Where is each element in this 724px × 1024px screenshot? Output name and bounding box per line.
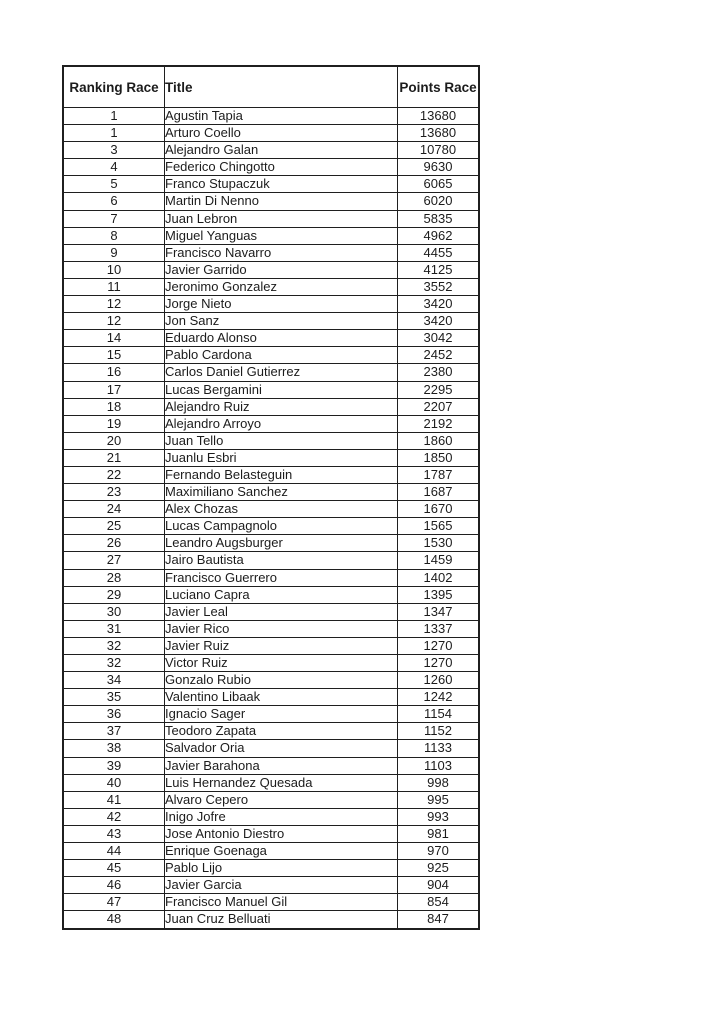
rank-cell: 14 [63,330,165,347]
title-cell: Pablo Lijo [165,860,398,877]
table-row [63,108,479,125]
title-cell: Juanlu Esbri [165,449,398,466]
points-cell: 981 [398,825,480,842]
table-row [63,193,479,210]
title-cell: Valentino Libaak [165,689,398,706]
title-cell: Gonzalo Rubio [165,672,398,689]
points-cell: 1787 [398,466,480,483]
points-cell: 1152 [398,723,480,740]
table-row [63,877,479,894]
points-cell: 2380 [398,364,480,381]
table-row [63,620,479,637]
table-row [63,689,479,706]
rank-cell: 46 [63,877,165,894]
table-row [63,125,479,142]
title-cell: Lucas Campagnolo [165,518,398,535]
table-row [63,843,479,860]
points-cell: 998 [398,774,480,791]
table-row [63,261,479,278]
table-row [63,535,479,552]
rank-cell: 28 [63,569,165,586]
title-cell: Federico Chingotto [165,159,398,176]
table-row [63,278,479,295]
rank-cell: 23 [63,484,165,501]
ranking-table [62,65,480,930]
points-cell: 970 [398,843,480,860]
points-cell: 3420 [398,313,480,330]
rank-cell: 27 [63,552,165,569]
points-cell: 854 [398,894,480,911]
title-cell: Arturo Coello [165,125,398,142]
rank-cell: 32 [63,655,165,672]
table-row [63,740,479,757]
rank-cell: 11 [63,278,165,295]
points-cell: 1103 [398,757,480,774]
title-cell: Carlos Daniel Gutierrez [165,364,398,381]
points-cell: 5835 [398,210,480,227]
rank-cell: 12 [63,296,165,313]
rank-cell: 39 [63,757,165,774]
rank-cell: 48 [63,911,165,929]
rank-cell: 34 [63,672,165,689]
points-cell: 1395 [398,586,480,603]
header-title: Title [165,66,398,108]
rank-cell: 38 [63,740,165,757]
rank-cell: 20 [63,432,165,449]
title-cell: Jeronimo Gonzalez [165,278,398,295]
points-cell: 4962 [398,227,480,244]
points-cell: 10780 [398,142,480,159]
table-row [63,860,479,877]
table-row [63,313,479,330]
rank-cell: 12 [63,313,165,330]
title-cell: Maximiliano Sanchez [165,484,398,501]
rank-cell: 6 [63,193,165,210]
rank-cell: 36 [63,706,165,723]
rank-cell: 22 [63,466,165,483]
title-cell: Luciano Capra [165,586,398,603]
points-cell: 1133 [398,740,480,757]
table-row [63,501,479,518]
rank-cell: 10 [63,261,165,278]
rank-cell: 45 [63,860,165,877]
points-cell: 1270 [398,637,480,654]
rank-cell: 25 [63,518,165,535]
table-row [63,655,479,672]
rank-cell: 30 [63,603,165,620]
table-row [63,484,479,501]
header-points-race: Points Race [398,66,480,108]
title-cell: Jairo Bautista [165,552,398,569]
table-row [63,159,479,176]
title-cell: Francisco Manuel Gil [165,894,398,911]
points-cell: 1687 [398,484,480,501]
points-cell: 925 [398,860,480,877]
rank-cell: 37 [63,723,165,740]
title-cell: Alejandro Galan [165,142,398,159]
rank-cell: 21 [63,449,165,466]
points-cell: 1860 [398,432,480,449]
points-cell: 2192 [398,415,480,432]
points-cell: 4455 [398,244,480,261]
points-cell: 3420 [398,296,480,313]
points-cell: 2295 [398,381,480,398]
points-cell: 1270 [398,655,480,672]
header-ranking-race: Ranking Race [63,66,165,108]
points-cell: 13680 [398,125,480,142]
table-row [63,569,479,586]
points-cell: 1459 [398,552,480,569]
title-cell: Javier Garrido [165,261,398,278]
rank-cell: 15 [63,347,165,364]
points-cell: 1670 [398,501,480,518]
title-cell: Pablo Cardona [165,347,398,364]
points-cell: 1530 [398,535,480,552]
title-cell: Teodoro Zapata [165,723,398,740]
points-cell: 2207 [398,398,480,415]
header-row [63,66,479,108]
table-row [63,330,479,347]
table-row [63,586,479,603]
rank-cell: 44 [63,843,165,860]
title-cell: Francisco Guerrero [165,569,398,586]
table-row [63,364,479,381]
title-cell: Alejandro Ruiz [165,398,398,415]
rank-cell: 8 [63,227,165,244]
title-cell: Ignacio Sager [165,706,398,723]
title-cell: Alex Chozas [165,501,398,518]
rank-cell: 47 [63,894,165,911]
table-row [63,911,479,929]
table-row [63,210,479,227]
rank-cell: 18 [63,398,165,415]
rank-cell: 5 [63,176,165,193]
points-cell: 3552 [398,278,480,295]
rank-cell: 17 [63,381,165,398]
points-cell: 6020 [398,193,480,210]
points-cell: 9630 [398,159,480,176]
points-cell: 1337 [398,620,480,637]
points-cell: 1242 [398,689,480,706]
title-cell: Javier Rico [165,620,398,637]
points-cell: 6065 [398,176,480,193]
title-cell: Fernando Belasteguin [165,466,398,483]
points-cell: 904 [398,877,480,894]
points-cell: 13680 [398,108,480,125]
title-cell: Jorge Nieto [165,296,398,313]
title-cell: Miguel Yanguas [165,227,398,244]
rank-cell: 19 [63,415,165,432]
title-cell: Jose Antonio Diestro [165,825,398,842]
title-cell: Luis Hernandez Quesada [165,774,398,791]
table-row [63,637,479,654]
points-cell: 1154 [398,706,480,723]
title-cell: Inigo Jofre [165,808,398,825]
table-header [63,66,479,108]
table-row [63,227,479,244]
title-cell: Agustin Tapia [165,108,398,125]
table-row [63,432,479,449]
table-row [63,672,479,689]
title-cell: Lucas Bergamini [165,381,398,398]
table-row [63,894,479,911]
points-cell: 2452 [398,347,480,364]
title-cell: Javier Garcia [165,877,398,894]
table-row [63,603,479,620]
title-cell: Eduardo Alonso [165,330,398,347]
table-body [63,108,479,929]
table-row [63,381,479,398]
points-cell: 1347 [398,603,480,620]
title-cell: Javier Leal [165,603,398,620]
points-cell: 1565 [398,518,480,535]
table-row [63,296,479,313]
table-row [63,398,479,415]
title-cell: Juan Lebron [165,210,398,227]
table-row [63,449,479,466]
table-row [63,176,479,193]
title-cell: Martin Di Nenno [165,193,398,210]
table-row [63,415,479,432]
rank-cell: 31 [63,620,165,637]
rank-cell: 3 [63,142,165,159]
rank-cell: 26 [63,535,165,552]
rank-cell: 1 [63,125,165,142]
table-row [63,552,479,569]
rank-cell: 43 [63,825,165,842]
table-row [63,518,479,535]
title-cell: Enrique Goenaga [165,843,398,860]
title-cell: Javier Barahona [165,757,398,774]
table-row [63,347,479,364]
title-cell: Alejandro Arroyo [165,415,398,432]
rank-cell: 35 [63,689,165,706]
title-cell: Salvador Oria [165,740,398,757]
table-row [63,723,479,740]
points-cell: 1402 [398,569,480,586]
title-cell: Juan Cruz Belluati [165,911,398,929]
rank-cell: 42 [63,808,165,825]
table-row [63,142,479,159]
table-row [63,808,479,825]
title-cell: Alvaro Cepero [165,791,398,808]
points-cell: 1850 [398,449,480,466]
points-cell: 3042 [398,330,480,347]
title-cell: Javier Ruiz [165,637,398,654]
rank-cell: 32 [63,637,165,654]
title-cell: Francisco Navarro [165,244,398,261]
rank-cell: 40 [63,774,165,791]
table-row [63,757,479,774]
title-cell: Jon Sanz [165,313,398,330]
rank-cell: 16 [63,364,165,381]
points-cell: 4125 [398,261,480,278]
rank-cell: 9 [63,244,165,261]
rank-cell: 1 [63,108,165,125]
points-cell: 1260 [398,672,480,689]
rank-cell: 29 [63,586,165,603]
title-cell: Franco Stupaczuk [165,176,398,193]
table-row [63,706,479,723]
title-cell: Victor Ruiz [165,655,398,672]
rank-cell: 7 [63,210,165,227]
title-cell: Juan Tello [165,432,398,449]
points-cell: 993 [398,808,480,825]
rank-cell: 41 [63,791,165,808]
title-cell: Leandro Augsburger [165,535,398,552]
points-cell: 995 [398,791,480,808]
table-row [63,774,479,791]
points-cell: 847 [398,911,480,929]
table-row [63,244,479,261]
rank-cell: 4 [63,159,165,176]
table-row [63,825,479,842]
table-row [63,791,479,808]
rank-cell: 24 [63,501,165,518]
table-row [63,466,479,483]
